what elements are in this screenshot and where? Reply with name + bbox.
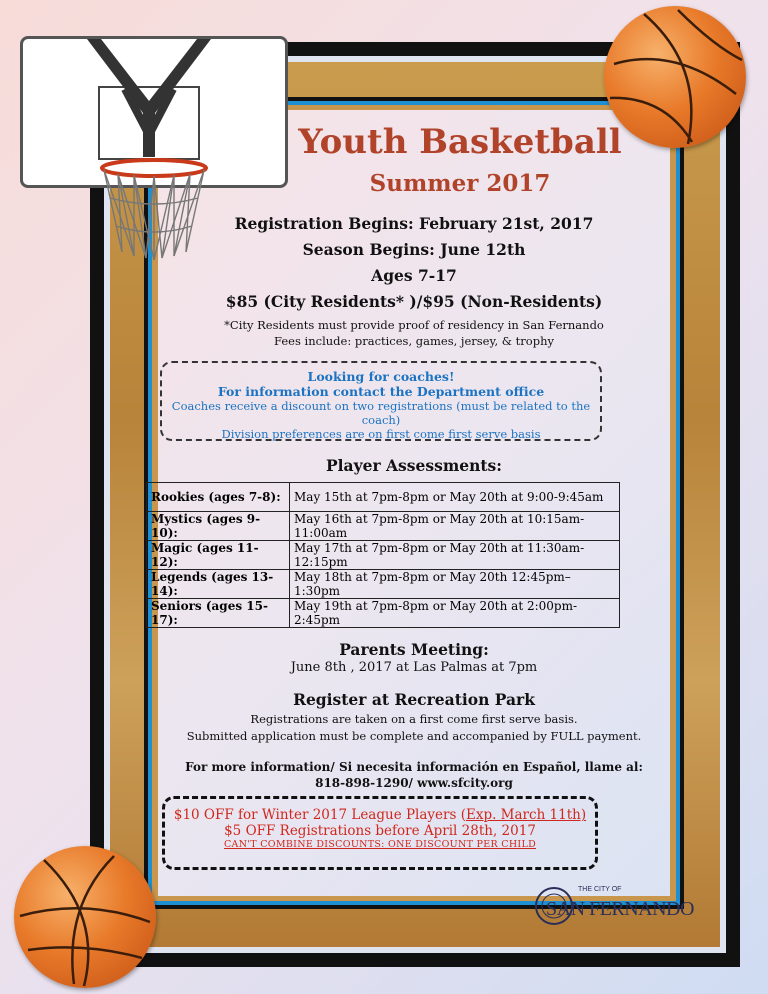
coaches-line1: Looking for coaches! xyxy=(307,369,455,384)
division-cell: Rookies (ages 7-8): xyxy=(147,483,290,512)
discount-line1 xyxy=(165,807,595,823)
coaches-line2: For information contact the Department office xyxy=(217,384,545,399)
table-row xyxy=(147,512,620,541)
basketball-bottom-left xyxy=(14,846,156,988)
table-row xyxy=(147,599,620,628)
times-cell: May 15th at 7pm-8pm or May 20th at 9:00-9:45am xyxy=(290,483,620,512)
assessments-table xyxy=(146,482,620,628)
city-logo xyxy=(530,884,700,926)
times-cell: May 18th at 7pm-8pm or May 20th 12:45pm– 1:30pm xyxy=(290,570,620,599)
discount-line2: $5 OFF Registrations before April 28th, 2017 xyxy=(224,823,536,839)
logo-name: SAN FERNANDO xyxy=(546,898,694,920)
table-row xyxy=(147,570,620,599)
times-cell: May 16th at 7pm-8pm or May 20th at 10:15am-11:00am xyxy=(290,512,620,541)
discount-expiration: Exp. March 11th) xyxy=(465,807,587,823)
parents-heading: Parents Meeting: xyxy=(339,640,489,659)
logo-small-text: THE CITY OF xyxy=(578,886,622,893)
register-heading: Register at Recreation Park xyxy=(293,690,535,709)
division-cell: Magic (ages 11-12): xyxy=(147,541,290,570)
season-start: Season Begins: June 12th xyxy=(302,240,526,259)
fees: $85 (City Residents* )/$95 (Non-Residents) xyxy=(225,292,603,311)
times-cell: May 17th at 7pm-8pm or May 20th at 11:30am-12:15pm xyxy=(290,541,620,570)
table-row xyxy=(147,483,620,512)
discount-line3: CAN'T COMBINE DISCOUNTS: ONE DISCOUNT PER CHILD xyxy=(223,839,536,850)
contact-line1: For more information/ Si necesita información en Español, llame al: xyxy=(185,760,643,774)
coaches-box xyxy=(160,361,602,441)
register-line1: Registrations are taken on a first come first serve basis. xyxy=(250,712,578,726)
division-cell: Seniors (ages 15-17): xyxy=(147,599,290,628)
registration-date: Registration Begins: February 21st, 2017 xyxy=(234,214,594,233)
coaches-line4: Division preferences are on first come first serve basis xyxy=(221,427,541,441)
fees-include: Fees include: practices, games, jersey, & trophy xyxy=(274,334,554,348)
register-line2: Submitted application must be complete and accompanied by FULL payment. xyxy=(186,729,642,743)
flyer-subtitle: Summer 2017 xyxy=(369,170,551,197)
division-cell: Mystics (ages 9-10): xyxy=(147,512,290,541)
contact-line2: 818-898-1290/ www.sfcity.org xyxy=(315,776,513,790)
assessments-heading: Player Assessments: xyxy=(326,456,502,475)
table-row xyxy=(147,541,620,570)
times-cell: May 19th at 7pm-8pm or May 20th at 2:00pm-2:45pm xyxy=(290,599,620,628)
age-range: Ages 7-17 xyxy=(371,266,457,285)
flyer-title: Youth Basketball xyxy=(298,122,622,162)
discount-line1-text: $10 OFF for Winter 2017 League Players ( xyxy=(173,807,466,823)
residency-note: *City Residents must provide proof of residency in San Fernando xyxy=(224,318,604,332)
discounts-box xyxy=(162,796,598,870)
parents-detail: June 8th , 2017 at Las Palmas at 7pm xyxy=(290,660,538,675)
basketball-icon xyxy=(14,846,156,988)
division-cell: Legends (ages 13-14): xyxy=(147,570,290,599)
coaches-line3: Coaches receive a discount on two registrations (must be related to the coach) xyxy=(171,399,591,427)
